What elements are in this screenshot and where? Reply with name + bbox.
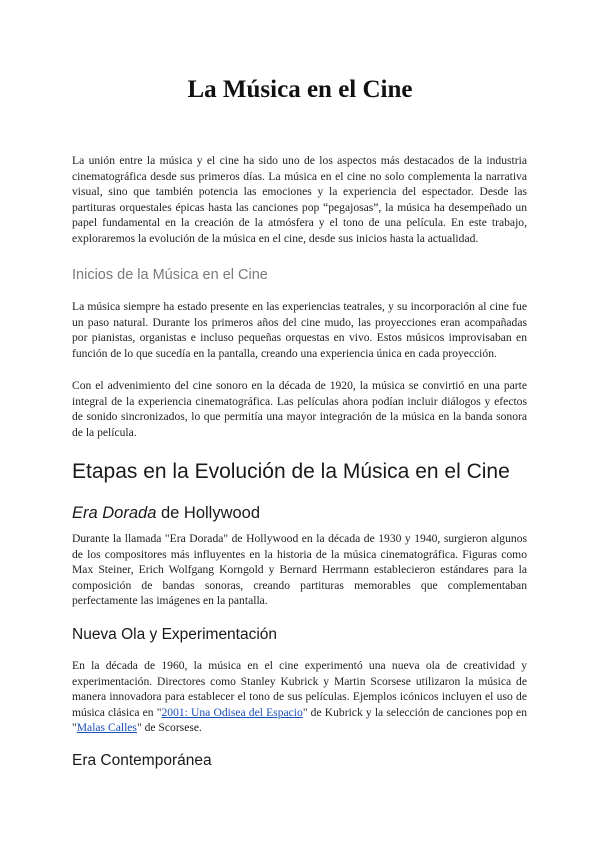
subsection-heading-era-contemporanea: Era Contemporánea bbox=[72, 752, 212, 769]
link-malas-calles[interactable]: Malas Calles bbox=[76, 721, 137, 735]
section-heading-etapas: Etapas en la Evolución de la Música en el Cine bbox=[72, 460, 510, 483]
era-dorada-rest: de Hollywood bbox=[156, 504, 261, 522]
era-dorada-paragraph: Durante la llamada "Era Dorada" de Hollywood en la década de 1930 y 1940, surgieron algunos de los compositores más influyentes en la historia de la música cinematográfica. Figuras como Max Steiner, Erich Wolfgang Korngold y Bernard Herrmann establecieron estándares para la composición de bandas sonoras, creando partituras memorables que complementaban perfectamente las imágenes en la pantalla. bbox=[72, 532, 527, 608]
intro-paragraph: La unión entre la música y el cine ha sido uno de los aspectos más destacados de la industria cinematográfica desde sus primeros días. La música en el cine no solo complementa la narrativa visual, sino que también potencia las emociones y la experiencia del espectador. Desde las partituras orquestales épicas hasta las canciones pop “pegajosas”, la música ha desempeñado un papel fundamental en la creación de la atmósfera y el tono de una película. En este trabajo, exploraremos la evolución de la música en el cine, desde sus inicios hasta la actualidad. bbox=[72, 154, 527, 245]
document-title: La Música en el Cine bbox=[187, 76, 413, 103]
nueva-ola-text-2: " de Kubrick y la selección de canciones pop en " bbox=[72, 705, 527, 735]
link-2001-odisea[interactable]: 2001: Una Odisea del Espacio bbox=[161, 705, 303, 719]
inicios-paragraph-1: La música siempre ha estado presente en las experiencias teatrales, y su incorporación al cine fue un paso natural. Durante los primeros años del cine mudo, las proyecciones eran acompañadas por pianistas, organistas e incluso pequeñas orquestas en vivo. Estos músicos improvisaban en función de lo que sucedía en la pantalla, creando una experiencia única en cada proyección. bbox=[72, 300, 527, 360]
nueva-ola-text-3: " de Scorsese. bbox=[136, 721, 202, 735]
nueva-ola-paragraph bbox=[72, 658, 527, 736]
inicios-paragraph-2: Con el advenimiento del cine sonoro en la década de 1920, la música se convirtió en una parte integral de la experiencia cinematográfica. Las películas ahora podían incluir diálogos y efectos de sonido sincronizados, lo que permitía una mayor integración de la música en la banda sonora de la película. bbox=[72, 379, 527, 439]
nueva-ola-text-1: En la década de 1960, la música en el cine experimentó una nueva ola de creatividad y experimentación. Directores como Stanley Kubrick y Martin Scorsese utilizaron la música de manera innovadora para establecer el tono de sus películas. Ejemplos icónicos incluyen el uso de música clásica en " bbox=[72, 659, 527, 719]
section-heading-inicios: Inicios de la Música en el Cine bbox=[72, 267, 268, 283]
era-dorada-italic: Era Dorada bbox=[72, 504, 157, 522]
subsection-heading-nueva-ola: Nueva Ola y Experimentación bbox=[72, 626, 278, 643]
subsection-heading-era-dorada bbox=[72, 502, 527, 524]
